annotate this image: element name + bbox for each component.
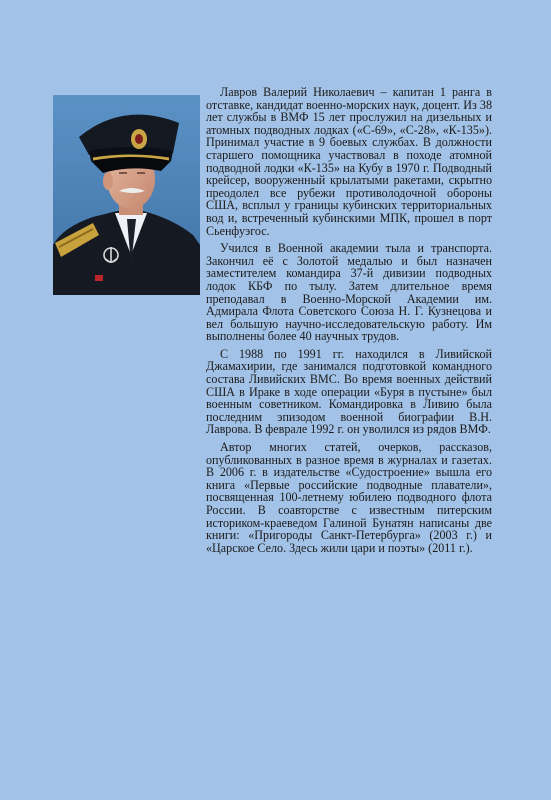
biography-paragraph-2: Учился в Военной академии тыла и транспорта. Закончил её с Золотой медалью и был назначен заместителем командира 37-й дивизии подводных лодок КБФ по тылу. Затем длительное время преподавал в Военно-Морской Академии им. Адмирала Флота Советского Союза Н. Г. Кузнецова и вел большую научно-исследовательскую работу. Им выполнены более 40 научных трудов. (206, 241, 492, 344)
biography-paragraph-1: Лавров Валерий Николаевич – капитан 1 ранга в отставке, кандидат военно-морских наук, доцент. Из 38 лет службы в ВМФ 15 лет прослужил на дизельных и атомных подводных лодках («С-69», «С-28», «К-135»). Принимал участие в 9 боевых службах. В должности старшего помощника участвовал в походе атомной подводной лодки «К-135» на Кубу в 1970 г. Подводный крейсер, вооруженный крылатыми ракетами, скрытно преодолел все рубежи противолодочной обороны США, всплыл у границы кубинских территориальных вод и, встреченный кубинскими МПК, прошел в порт Сьенфуэгос. (206, 85, 492, 238)
portrait-illustration (53, 95, 200, 295)
biography-text (206, 86, 492, 559)
biography-paragraph-3: С 1988 по 1991 гг. находился в Ливийской Джамахирии, где занимался подготовкой командного состава Ливийских ВМС. Во время военных действий США в Ираке в ходе операции «Буря в пустыне» был военным советником. Командировка в Ливию была последним эпизодом военной биографии В.Н. Лаврова. В феврале 1992 г. он уволился из рядов ВМФ. (206, 346, 492, 437)
author-portrait (53, 95, 200, 295)
biography-paragraph-4: Автор многих статей, очерков, рассказов, опубликованных в разное время в журналах и газетах. В 2006 г. в издательстве «Судостроение» вышла его книга «Первые российские подводные плаватели», посвященная 100-летнему юбилею подводного флота России. В соавторстве с известным питерским историком-краеведом Галиной Бунатян написаны две книги: «Пригороды Санкт-Петербурга» (2003 г.) и «Царское Село. Здесь жили цари и поэты» (2011 г.). (206, 440, 492, 555)
